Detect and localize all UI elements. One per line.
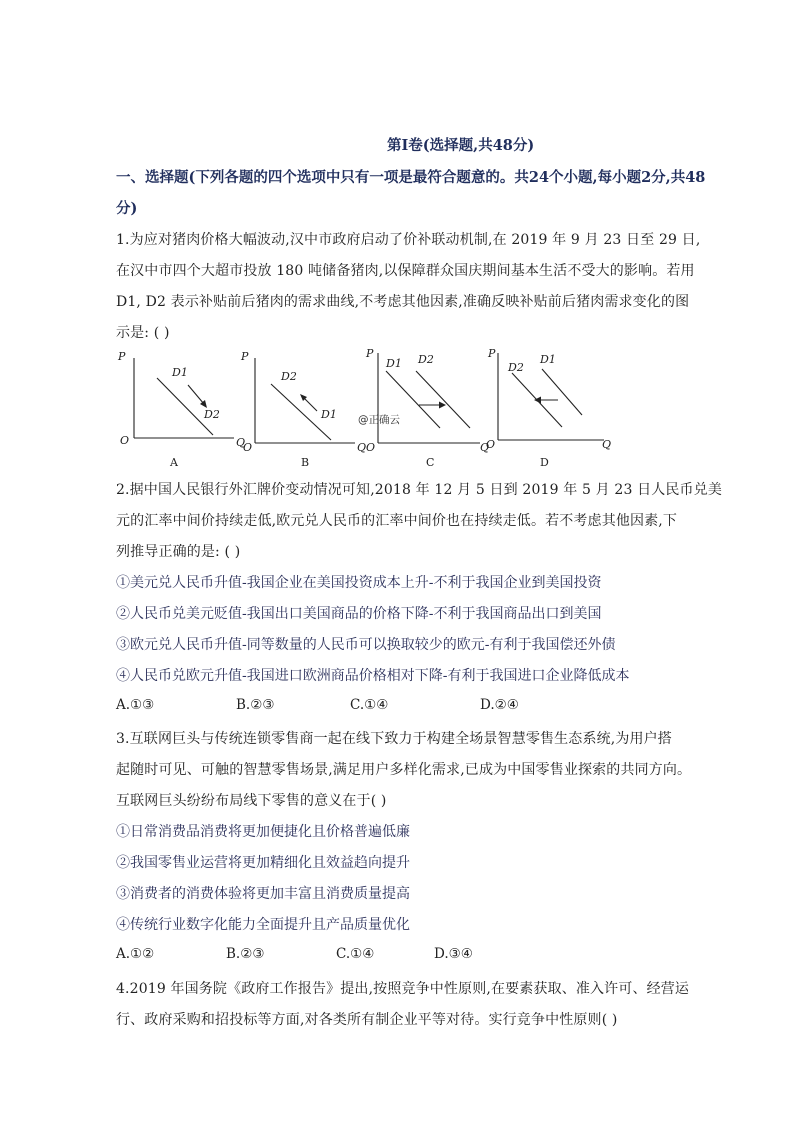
question-text-line: 起随时可见、可触的智慧零售场景,满足用户多样化需求,已成为中国零售业探索的共同方向。 [116, 762, 692, 778]
question-text-line: 示是: ( ) [116, 325, 170, 341]
question-text-line: 元的汇率中间价持续走低,欧元兑人民币的汇率中间价也在持续走低。若不考虑其他因素,下 [116, 513, 678, 529]
question-text-line: 1.为应对猪肉价格大幅波动,汉中市政府启动了价补联动机制,在 2019 年 9 月 23 日至 29 日, [116, 232, 701, 248]
curve-d2-label: D2 [281, 370, 297, 383]
origin-label: O [486, 438, 496, 451]
answer-choice-d: D.②④ [480, 697, 519, 713]
axis-q-label: Q [602, 438, 612, 451]
demand-graph-c [356, 345, 491, 474]
origin-label: O [243, 441, 253, 454]
statement-option: ①美元兑人民币升值-我国企业在美国投资成本上升-不利于我国企业到美国投资 [116, 575, 602, 591]
section-heading-line2: 分) [116, 200, 138, 217]
question-text-line: 在汉中市四个大超市投放 180 吨储备猪肉,以保障群众国庆期间基本生活不受大的影响。若用 [116, 263, 695, 279]
question-text-line: 3.互联网巨头与传统连锁零售商一起在线下致力于构建全场景智慧零售生态系统,为用户搭 [116, 731, 672, 747]
statement-option: ③消费者的消费体验将更加丰富且消费质量提高 [116, 886, 410, 902]
statement-option: ④人民币兑欧元升值-我国进口欧洲商品价格相对下降-有利于我国进口企业降低成本 [116, 668, 630, 684]
question-text-line: 互联网巨头纷纷布局线下零售的意义在于( ) [116, 793, 387, 809]
answer-choice-a: A.①③ [116, 697, 155, 713]
watermark-text: @正确云 [358, 414, 400, 426]
curve-d1-label: D1 [386, 357, 402, 370]
axis-p-label: P [118, 350, 126, 363]
axis-p-label: P [488, 347, 496, 360]
section-heading-line1: 一、选择题(下列各题的四个选项中只有一项是最符合题意的。共24个小题,每小题2分,共48 [116, 169, 706, 186]
question-text-line: 2.据中国人民银行外汇牌价变动情况可知,2018 年 12 月 5 日到 2019 年 5 月 23 日人民币兑美 [116, 482, 723, 498]
curve-d1-label: D1 [321, 408, 337, 421]
question-text-line: D1, D2 表示补贴前后猪肉的需求曲线,不考虑其他因素,准确反映补贴前后猪肉需求变化的图 [116, 294, 690, 310]
answer-choice-c: C.①④ [350, 697, 389, 713]
answer-choice-d: D.③④ [434, 946, 473, 962]
answer-choice-b: B.②③ [226, 946, 265, 962]
graph-caption: D [540, 456, 549, 469]
curve-d1-label: D1 [172, 366, 188, 379]
statement-option: ④传统行业数字化能力全面提升且产品质量优化 [116, 917, 410, 933]
axis-p-label: P [366, 347, 374, 360]
answer-choice-c: C.①④ [336, 946, 375, 962]
axis-q-label: Q [357, 441, 367, 454]
question-text-line: 4.2019 年国务院《政府工作报告》提出,按照竞争中性原则,在要素获取、准入许可、经营运 [116, 981, 690, 997]
part-title: 第Ⅰ卷(选择题,共48分) [387, 137, 535, 154]
curve-d2-label: D2 [508, 361, 524, 374]
origin-label: O [120, 434, 130, 447]
answer-choice-b: B.②③ [236, 697, 275, 713]
demand-graph-d [478, 345, 613, 474]
curve-d2-label: D2 [204, 408, 220, 421]
statement-option: ③欧元兑人民币升值-同等数量的人民币可以换取较少的欧元-有利于我国偿还外债 [116, 637, 616, 653]
curve-d2-label: D2 [418, 353, 434, 366]
answer-choice-a: A.①② [116, 946, 155, 962]
axis-q-label: Q [480, 441, 490, 454]
graph-caption: B [301, 456, 310, 469]
statement-option: ②我国零售业运营将更加精细化且效益趋向提升 [116, 855, 410, 871]
axis-p-label: P [241, 350, 249, 363]
statement-option: ①日常消费品消费将更加便捷化且价格普遍低廉 [116, 824, 410, 840]
graph-caption: C [426, 456, 435, 469]
axis-q-label: Q [236, 436, 246, 449]
demand-graph-b [233, 348, 368, 477]
question-text-line: 列推导正确的是: ( ) [116, 544, 241, 560]
question-text-line: 行、政府采购和招投标等方面,对各类所有制企业平等对待。实行竞争中性原则( ) [116, 1012, 618, 1028]
graph-caption: A [170, 456, 178, 469]
demand-graph-a [112, 348, 247, 477]
origin-label: O [366, 441, 376, 454]
curve-d1-label: D1 [540, 353, 556, 366]
statement-option: ②人民币兑美元贬值-我国出口美国商品的价格下降-不利于我国商品出口到美国 [116, 606, 602, 622]
